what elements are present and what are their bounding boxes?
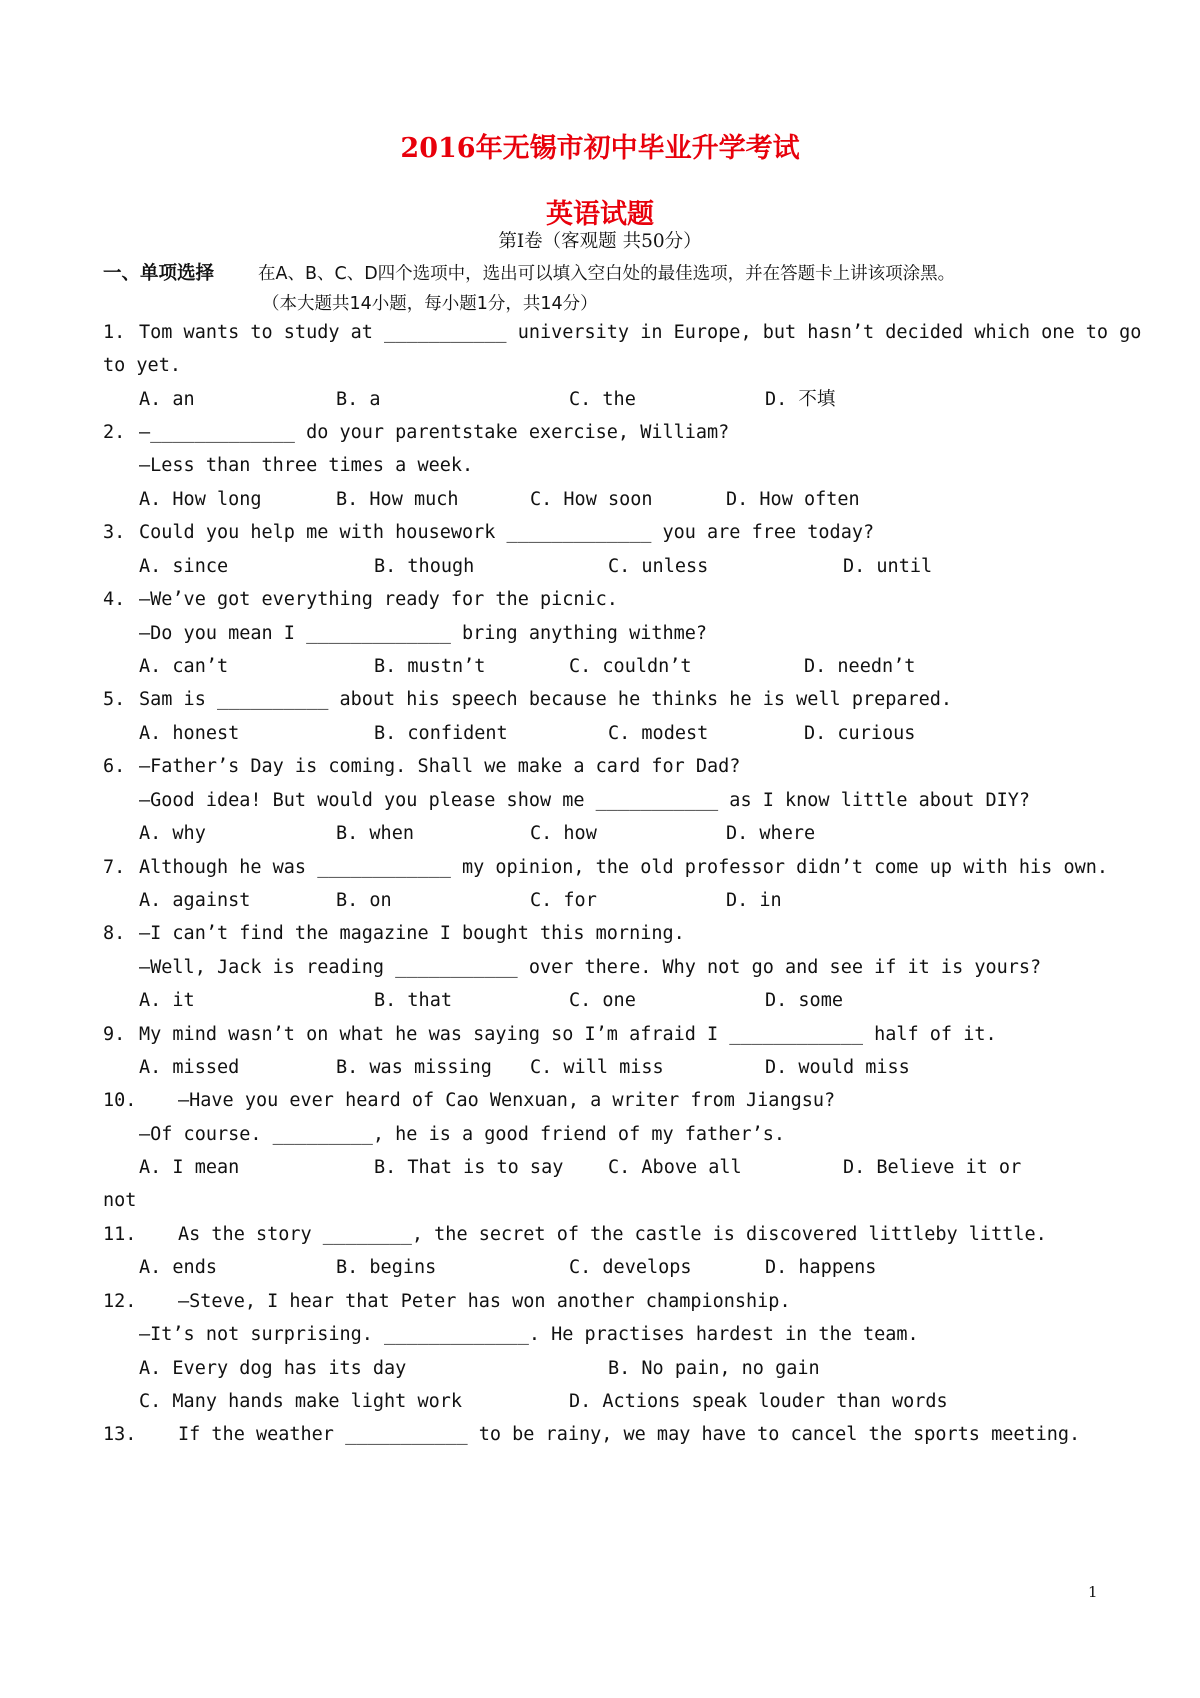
- option-a[interactable]: A. I mean: [139, 1157, 240, 1178]
- option-b[interactable]: B. confident: [374, 723, 508, 744]
- option-b[interactable]: B. on: [336, 890, 392, 911]
- option-a[interactable]: A. it: [139, 990, 195, 1011]
- option-wrap-text: not: [103, 1190, 137, 1211]
- option-b[interactable]: B. though: [374, 556, 475, 577]
- option-c[interactable]: C. for: [530, 890, 597, 911]
- option-b[interactable]: B. begins: [336, 1257, 437, 1278]
- question-text: —We’ve got everything ready for the picnic.: [139, 589, 618, 610]
- option-c[interactable]: C. one: [569, 990, 636, 1011]
- question-number: 12.: [103, 1291, 137, 1312]
- option-c[interactable]: C. unless: [608, 556, 709, 577]
- option-d[interactable]: D. Actions speak louder than words: [569, 1391, 948, 1412]
- option-c[interactable]: C. develops: [569, 1257, 692, 1278]
- question-text: —Less than three times a week.: [139, 455, 474, 476]
- option-b[interactable]: B. when: [336, 823, 414, 844]
- question-text: —Of course. _________, he is a good friend of my father’s.: [139, 1124, 786, 1145]
- question-text: —Good idea! But would you please show me ___________ as I know little about DIY?: [139, 790, 1031, 811]
- question-text: —Well, Jack is reading ___________ over there. Why not go and see if it is yours?: [139, 957, 1042, 978]
- question-number: 9.: [103, 1024, 126, 1045]
- option-d[interactable]: D. would miss: [765, 1057, 910, 1078]
- question-number: 1.: [103, 322, 126, 343]
- option-d[interactable]: D. Believe it or: [843, 1157, 1022, 1178]
- section-heading: 一、单项选择: [103, 263, 215, 284]
- question-text: My mind wasn’t on what he was saying so I’m afraid I ____________ half of it.: [139, 1024, 997, 1045]
- option-a[interactable]: A. honest: [139, 723, 240, 744]
- question-text: —It’s not surprising. _____________. He practises hardest in the team.: [139, 1324, 919, 1345]
- option-a[interactable]: A. an: [139, 389, 195, 410]
- question-text: Sam is __________ about his speech because he thinks he is well prepared.: [139, 689, 953, 710]
- option-b[interactable]: B. mustn’t: [374, 656, 486, 677]
- part-heading: 第Ⅰ卷（客观题 共50分）: [498, 231, 702, 252]
- option-c[interactable]: C. will miss: [530, 1057, 664, 1078]
- question-number: 10.: [103, 1090, 137, 1111]
- option-a[interactable]: A. since: [139, 556, 229, 577]
- option-d[interactable]: D. in: [726, 890, 782, 911]
- option-c[interactable]: C. How soon: [530, 489, 653, 510]
- option-a[interactable]: A. why: [139, 823, 206, 844]
- question-text: Although he was ____________ my opinion, the old professor didn’t come up with his own.: [139, 857, 1109, 878]
- option-b[interactable]: B. a: [336, 389, 381, 410]
- option-a[interactable]: A. Every dog has its day: [139, 1358, 407, 1379]
- question-number: 3.: [103, 522, 126, 543]
- question-text: —Father’s Day is coming. Shall we make a card for Dad?: [139, 756, 741, 777]
- option-d[interactable]: D. needn’t: [804, 656, 916, 677]
- question-number: 5.: [103, 689, 126, 710]
- exam-subtitle: 英语试题: [546, 199, 654, 230]
- question-text: —Have you ever heard of Cao Wenxuan, a writer from Jiangsu?: [178, 1090, 836, 1111]
- question-number: 6.: [103, 756, 126, 777]
- question-text: As the story ________, the secret of the castle is discovered littleby little.: [178, 1224, 1047, 1245]
- option-d[interactable]: D. How often: [726, 489, 860, 510]
- option-d[interactable]: D. where: [726, 823, 816, 844]
- question-number: 2.: [103, 422, 126, 443]
- option-d[interactable]: D. some: [765, 990, 843, 1011]
- option-c[interactable]: C. Above all: [608, 1157, 742, 1178]
- option-c[interactable]: C. Many hands make light work: [139, 1391, 463, 1412]
- option-d[interactable]: D. curious: [804, 723, 916, 744]
- question-text: —Do you mean I _____________ bring anything withme?: [139, 623, 708, 644]
- question-number: 13.: [103, 1424, 137, 1445]
- section-note: （本大题共14小题，每小题1分，共14分）: [262, 294, 598, 314]
- question-text: —I can’t find the magazine I bought this morning.: [139, 923, 685, 944]
- option-a[interactable]: A. ends: [139, 1257, 217, 1278]
- option-d[interactable]: D. until: [843, 556, 933, 577]
- question-text: Could you help me with housework _____________ you are free today?: [139, 522, 875, 543]
- option-a[interactable]: A. How long: [139, 489, 262, 510]
- question-text: to yet.: [103, 355, 181, 376]
- option-b[interactable]: B. That is to say: [374, 1157, 564, 1178]
- option-d[interactable]: D. 不填: [765, 389, 836, 410]
- option-a[interactable]: A. against: [139, 890, 251, 911]
- option-c[interactable]: C. the: [569, 389, 636, 410]
- question-text: —Steve, I hear that Peter has won another championship.: [178, 1291, 791, 1312]
- option-c[interactable]: C. couldn’t: [569, 656, 692, 677]
- option-d[interactable]: D. happens: [765, 1257, 877, 1278]
- question-text: Tom wants to study at ___________ university in Europe, but hasn’t decided which one to go: [139, 322, 1142, 343]
- option-c[interactable]: C. modest: [608, 723, 709, 744]
- question-number: 11.: [103, 1224, 137, 1245]
- option-c[interactable]: C. how: [530, 823, 597, 844]
- question-text: If the weather ___________ to be rainy, we may have to cancel the sports meeting.: [178, 1424, 1081, 1445]
- option-b[interactable]: B. was missing: [336, 1057, 492, 1078]
- option-a[interactable]: A. missed: [139, 1057, 240, 1078]
- question-number: 7.: [103, 857, 126, 878]
- exam-title: 2016年无锡市初中毕业升学考试: [400, 133, 800, 164]
- page-number: 1: [1088, 1583, 1098, 1601]
- question-number: 8.: [103, 923, 126, 944]
- section-instruction: 在A、B、C、D四个选项中，选出可以填入空白处的最佳选项，并在答题卡上讲该项涂黑。: [258, 264, 956, 284]
- question-text: —_____________ do your parentstake exercise, William?: [139, 422, 730, 443]
- option-b[interactable]: B. that: [374, 990, 452, 1011]
- question-number: 4.: [103, 589, 126, 610]
- option-b[interactable]: B. How much: [336, 489, 459, 510]
- option-b[interactable]: B. No pain, no gain: [608, 1358, 820, 1379]
- option-a[interactable]: A. can’t: [139, 656, 229, 677]
